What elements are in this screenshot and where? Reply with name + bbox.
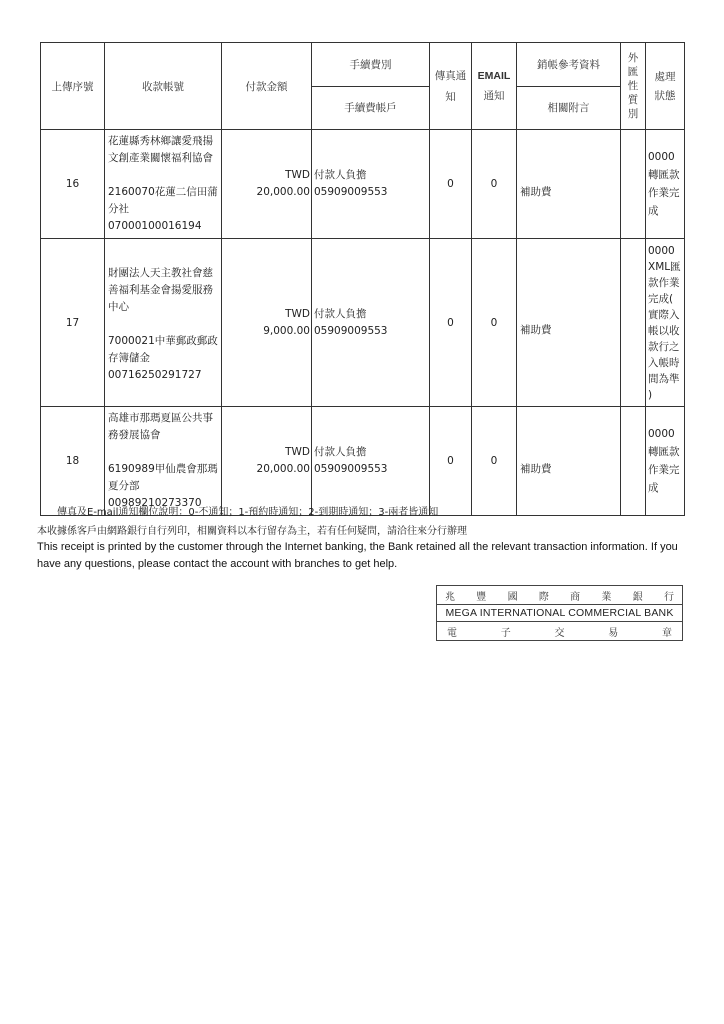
payee-account-number: 07000100016194 [108,220,202,232]
status-line: 間為準 [648,372,680,385]
seal-char: 豐 [476,591,487,603]
payee-bank-line: 7000021中華郵政郵政 [108,335,218,347]
row-ref: 補助費 [517,130,621,239]
header-ref-label: 銷帳參考資料 [517,43,620,87]
amount-currency: TWD [285,446,310,458]
payee-bank-line: 存簿儲金 [108,352,150,364]
row-email: 0 [472,407,517,516]
header-fax [430,43,472,130]
status-line: 作業完 [648,464,680,476]
row-seq: 18 [41,407,105,516]
header-fee-type: 手續費別 [312,43,429,87]
seal-bank-name-zh [437,586,682,604]
payee-bank-line: 夏分部 [108,480,140,492]
table-row [41,407,685,516]
payee-name-line: 花蓮縣秀林鄉讓愛飛揚 [108,135,213,147]
header-fx-1: 外 [627,52,639,64]
seal-char: 交 [554,627,565,639]
seal-char: 電 [447,627,457,639]
row-amount [222,130,312,239]
fee-account: 05909009553 [314,463,388,475]
payee-name-line: 文創產業關懷福利協會 [108,152,213,164]
payee-name-line: 高雄市那瑪夏區公共事 [108,412,213,424]
amount-value: 9,000.00 [263,324,310,337]
row-ref: 補助費 [517,407,621,516]
fee-type: 付款人負擔 [314,446,367,458]
status-line: 作業完 [648,187,680,199]
seal-char: 易 [608,627,619,639]
header-ref [517,43,621,130]
seal-bank-name-en: MEGA INTERNATIONAL COMMERCIAL BANK [437,604,682,622]
seal-char: 章 [662,627,672,639]
payee-bank-line: 6190989甲仙農會那瑪 [108,463,218,475]
payee-account-number: 00716250291727 [108,369,202,381]
seal-char: 銀 [632,591,643,603]
row-fx [621,239,646,407]
table-row [41,130,685,239]
table-row [41,239,685,407]
amount-currency: TWD [285,169,310,181]
row-amount [222,239,312,407]
row-fax: 0 [430,239,472,407]
header-amount: 付款金額 [222,43,312,130]
header-status-1: 處理 [654,71,676,83]
payee-name-line: 善福利基金會揚愛服務 [108,284,213,296]
bank-seal [436,585,683,641]
row-fee [312,130,430,239]
header-account: 收款帳號 [105,43,222,130]
header-email [472,43,517,130]
status-line: 0000 [648,151,675,163]
payee-bank-line: 分社 [108,203,129,215]
fee-type: 付款人負擔 [314,169,367,181]
payee-name-line: 財團法人天主教社會慈 [108,267,213,279]
seal-char: 業 [601,591,612,603]
fee-account: 05909009553 [314,186,388,198]
row-amount [222,407,312,516]
status-line: 實際入 [648,308,680,321]
row-email: 0 [472,130,517,239]
status-line: 0000 [648,244,675,257]
row-ref: 補助費 [517,239,621,407]
status-line: 完成( [648,292,674,305]
seal-char: 際 [538,591,549,603]
seal-char: 行 [663,591,674,603]
header-seq: 上傳序號 [41,43,105,130]
header-fee-account: 手續費帳戶 [344,102,397,115]
transfer-table [40,42,685,516]
header-fx-4: 質 [627,94,639,106]
seal-char: 商 [570,591,581,603]
row-status [646,407,685,516]
seal-char: 兆 [445,591,455,603]
seal-char: 國 [507,591,518,603]
header-fx-3: 性 [627,80,639,92]
row-fx [621,407,646,516]
row-account [105,407,222,516]
status-line: 款作業 [648,276,680,289]
status-line: 款行之 [648,340,680,353]
header-note-label: 相關附言 [547,102,590,115]
row-email: 0 [472,239,517,407]
header-fax-line1: 傳真通 [434,70,467,82]
header-fx-2: 匯 [627,66,639,78]
seal-char: 子 [500,627,511,639]
fee-type: 付款人負擔 [314,307,367,320]
row-seq: 16 [41,130,105,239]
amount-value: 20,000.00 [256,186,310,198]
header-fee [312,43,430,130]
status-line: 帳以收 [648,324,680,337]
row-fee [312,407,430,516]
status-line: 成 [648,482,659,494]
row-account [105,130,222,239]
amount-value: 20,000.00 [256,463,310,475]
status-line: XML匯 [648,260,681,273]
row-fee [312,239,430,407]
payee-name-line: 中心 [108,301,129,313]
header-fx [621,43,646,130]
header-status-2: 狀態 [654,90,676,102]
disclaimer-zh: 本收據係客戶由網路銀行自行列印，相關資料以本行留存為主，若有任何疑問，請洽往來分行辦理 [37,526,467,537]
row-account [105,239,222,407]
header-fax-line2: 知 [445,91,456,103]
payee-account-number: 00989210273370 [108,497,202,509]
status-line: 轉匯款 [648,446,680,458]
header-fx-5: 別 [627,108,639,120]
disclaimer-en: This receipt is printed by the customer through the Internet banking, the Bank retained all the relevant transaction information. If you have any questions, please contact the account with branches to get help. [37,541,678,570]
row-seq: 17 [41,239,105,407]
row-fax: 0 [430,130,472,239]
status-line: ) [648,388,653,401]
payee-bank-line: 2160070花蓮二信田蒲 [108,186,218,198]
header-email-line1: EMAIL [477,69,511,82]
row-fx [621,130,646,239]
fee-account: 05909009553 [314,324,388,337]
header-email-line2: 通知 [483,89,505,102]
header-status [646,43,685,130]
table-header-row [41,43,685,130]
row-status [646,239,685,407]
status-line: 轉匯款 [648,169,680,181]
seal-type [437,622,682,640]
payee-name-line: 務發展協會 [108,429,161,441]
row-fax: 0 [430,407,472,516]
amount-currency: TWD [285,307,310,320]
notification-legend: 傳真及E-mail通知欄位說明：0-不通知；1-預約時通知；2-到期時通知；3-兩者皆通知 [57,507,439,518]
status-line: 0000 [648,428,675,440]
row-status [646,130,685,239]
status-line: 成 [648,205,659,217]
status-line: 入帳時 [648,356,680,369]
